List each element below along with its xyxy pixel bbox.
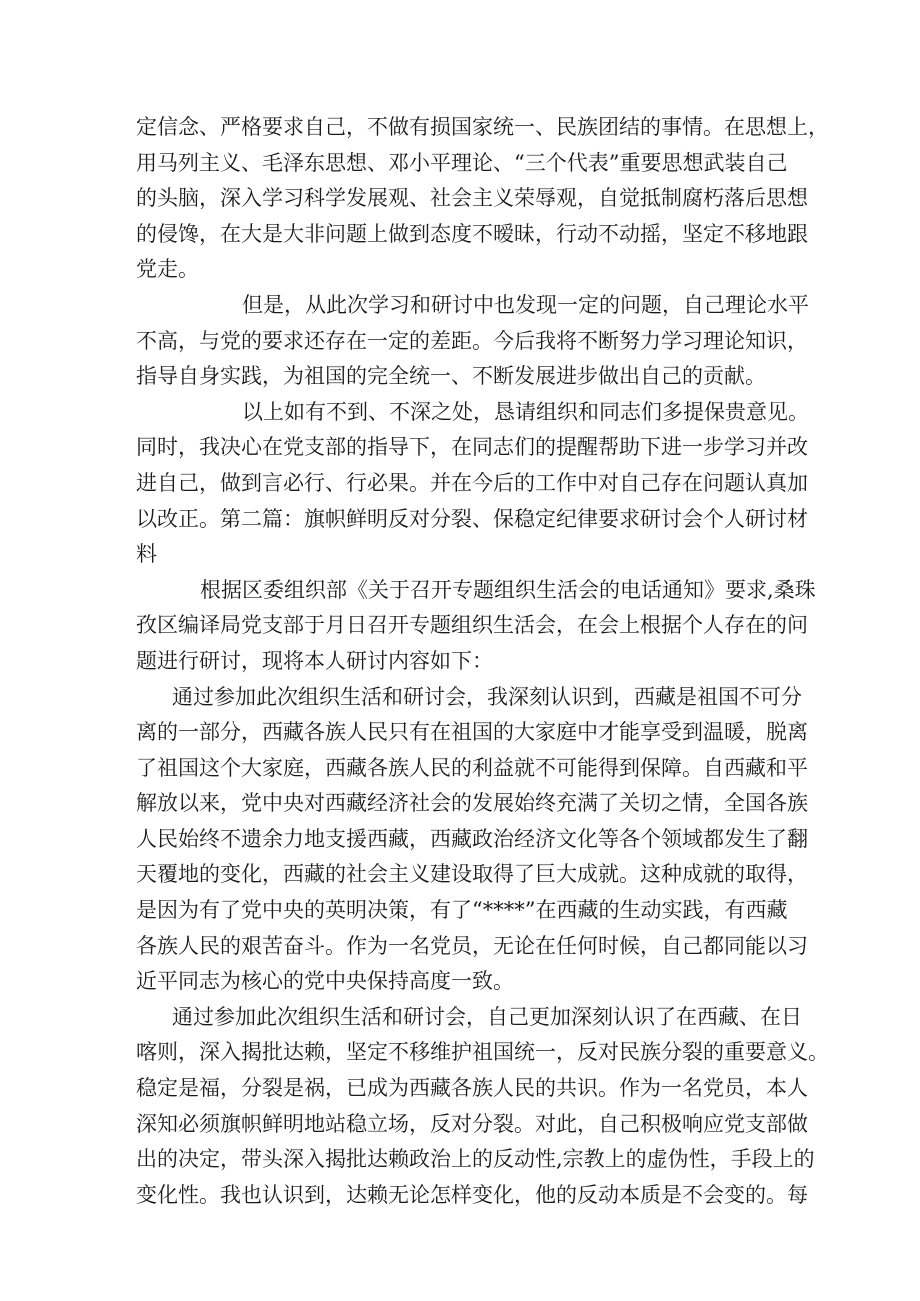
text-line: 党走。	[136, 257, 199, 282]
paragraph	[136, 680, 808, 1000]
document-body	[136, 110, 829, 1213]
text-line: 同时，我决心在党支部的指导下，在同志们的提醒帮助下进一步学习并改	[136, 435, 808, 460]
text-line: 孜区编译局党支部于月日召开专题组织生活会，在会上根据个人存在的问	[136, 613, 808, 638]
text-line: 深知必须旗帜鲜明地站稳立场，反对分裂。对此，自己积极响应党支部做	[136, 1111, 808, 1136]
paragraph	[136, 395, 809, 573]
text-line: 但是，从此次学习和研讨中也发现一定的问题，自己理论水平	[242, 292, 809, 317]
text-line: 以改正。第二篇：旗帜鲜明反对分裂、保稳定纪律要求研讨会个人研讨材	[136, 506, 808, 531]
text-line: 稳定是福，分裂是祸，已成为西藏各族人民的共识。作为一名党员，本人	[136, 1076, 808, 1101]
text-line: 通过参加此次组织生活和研讨会，自己更加深刻认识了在西藏、在日	[172, 1004, 802, 1029]
text-line: 变化性。我也认识到，达赖无论怎样变化，他的反动本质是不会变的。每	[136, 1182, 808, 1207]
text-line: 指导自身实践，为祖国的完全统一、不断发展进步做出自己的贡献。	[136, 364, 766, 389]
text-line: 进自己，做到言必行、行必果。并在今后的工作中对自己存在问题认真加	[136, 470, 808, 495]
paragraph	[136, 110, 829, 288]
text-line: 通过参加此次组织生活和研讨会，我深刻认识到，西藏是祖国不可分	[172, 684, 802, 709]
text-line: 了祖国这个大家庭，西藏各族人民的利益就不可能得到保障。自西藏和平	[136, 755, 808, 780]
text-line: 的侵馋，在大是大非问题上做到态度不暧昧，行动不动摇，坚定不移地跟	[136, 221, 808, 246]
paragraph	[136, 1000, 829, 1214]
text-line: 各族人民的艰苦奋斗。作为一名党员，无论在任何时候，自己都同能以习	[136, 933, 808, 958]
text-line: 是因为有了党中央的英明决策，有了“****”在西藏的生动实践，有西藏	[136, 898, 788, 923]
paragraph	[136, 573, 816, 680]
text-line: 根据区委组织部《关于召开专题组织生活会的电话通知》要求,桑珠	[200, 577, 816, 602]
text-line: 料	[136, 542, 157, 567]
text-line: 喀则，深入揭批达赖，坚定不移维护祖国统一，反对民族分裂的重要意义。	[136, 1040, 829, 1065]
paragraph	[136, 288, 809, 395]
text-line: 出的决定，带头深入揭批达赖政治上的反动性,宗教上的虚伪性，手段上的	[136, 1147, 815, 1172]
text-line: 近平同志为核心的党中央保持高度一致。	[136, 969, 514, 994]
text-line: 用马列主义、毛泽东思想、邓小平理论、“三个代表”重要思想武装自己	[136, 150, 788, 175]
text-line: 解放以来，党中央对西藏经济社会的发展始终充满了关切之情，全国各族	[136, 791, 808, 816]
text-line: 人民始终不遗余力地支援西藏，西藏政治经济文化等各个领域都发生了翻	[136, 826, 808, 851]
text-line: 题进行研讨，现将本人研讨内容如下：	[136, 648, 493, 673]
text-line: 定信念、严格要求自己，不做有损国家统一、民族团结的事情。在思想上，	[136, 115, 829, 139]
text-line: 的头脑，深入学习科学发展观、社会主义荣辱观，自觉抵制腐朽落后思想	[136, 186, 808, 211]
text-line: 以上如有不到、不深之处，恳请组织和同志们多提保贵意见。	[242, 399, 809, 424]
text-line: 天覆地的变化，西藏的社会主义建设取得了巨大成就。这种成就的取得，	[136, 862, 808, 887]
text-line: 不高，与党的要求还存在一定的差距。今后我将不断努力学习理论知识，	[136, 328, 808, 353]
text-line: 离的一部分，西藏各族人民只有在祖国的大家庭中才能享受到温暖，脱离	[136, 720, 808, 745]
